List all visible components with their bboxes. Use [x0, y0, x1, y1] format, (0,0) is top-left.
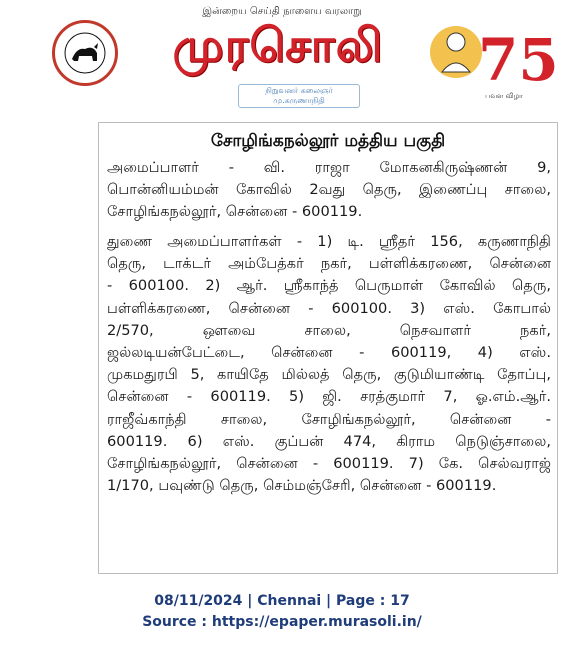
anniversary-75-logo — [418, 10, 559, 106]
paragraph-line: முகமதுரபி 5, காயிதே மில்லத் தெரு, குடுமியாண்டி தோப்பு, — [107, 366, 551, 384]
paragraph-line: பொன்னியம்மன் கோவில் 2வது தெரு, இணைப்பு சாலை, — [107, 181, 551, 199]
masthead-tagline: இன்றைய செய்தி நாளைய வரலாறு — [202, 6, 362, 17]
paragraph-line: சென்னை - 600119. 5) ஜி. சரத்குமார் 7, ஓ.எம்.ஆர். — [107, 388, 551, 406]
paragraph-line: தெரு, டாக்டர் அம்பேத்கர் நகர், பள்ளிக்கரணை, சென்னை — [107, 255, 551, 273]
brand-logo: முரசொலி — [172, 17, 384, 72]
article-paragraph-1 — [107, 157, 551, 224]
anniversary-text: பவள விழா — [485, 92, 523, 100]
paragraph-line: ராஜீவ்காந்தி சாலை, சோழிங்கநல்லூர், சென்னை - — [107, 410, 551, 428]
paragraph-line: ஜல்லடியன்பேட்டை, சென்னை - 600119, 4) எஸ். — [107, 344, 551, 362]
paragraph-line: அமைப்பாளர் - வி. ராஜா மோகனகிருஷ்ணன் 9, — [107, 159, 551, 176]
article-clipping — [98, 122, 558, 574]
paragraph-line: பள்ளிக்கரணை, சென்னை - 600100. 3) எஸ். கோபால் — [107, 299, 551, 317]
brand-subtitle: நிறுவனர் கலைஞர் மு.கருணாநிதி — [238, 84, 360, 108]
anniversary-number: 75 — [478, 26, 559, 94]
party-emblem-icon — [52, 20, 118, 86]
paragraph-line: 600119. 6) எஸ். குப்பன் 474, கிராம நெடுஞ்சாலை, — [107, 432, 551, 450]
footer-date-page: 08/11/2024 | Chennai | Page : 17 — [154, 593, 410, 609]
paragraph-line: 2/570, ஔவை சாலை, நெசவாளர் நகர், — [107, 321, 551, 339]
paragraph-line: துணை அமைப்பாளர்கள் - 1) டி. ஸ்ரீதர் 156, கருணாநிதி — [107, 233, 551, 250]
footer-source-link[interactable]: Source : https://epaper.murasoli.in/ — [142, 614, 422, 630]
paragraph-line: சோழிங்கநல்லூர், சென்னை - 600119. 7) கே. செல்வராஜ் — [107, 455, 551, 473]
paragraph-line: 1/170, பவுண்டு தெரு, செம்மஞ்சேரி, சென்னை - 600119. — [107, 477, 497, 495]
paragraph-line: - 600100. 2) ஆர். ஸ்ரீகாந்த் பெருமாள் கோவில் தெரு, — [107, 277, 551, 295]
article-paragraph-2 — [107, 231, 551, 497]
masthead — [0, 0, 564, 110]
paragraph-line: சோழிங்கநல்லூர், சென்னை - 600119. — [107, 203, 363, 221]
article-title: சோழிங்கநல்லூர் மத்திய பகுதி — [210, 131, 446, 151]
